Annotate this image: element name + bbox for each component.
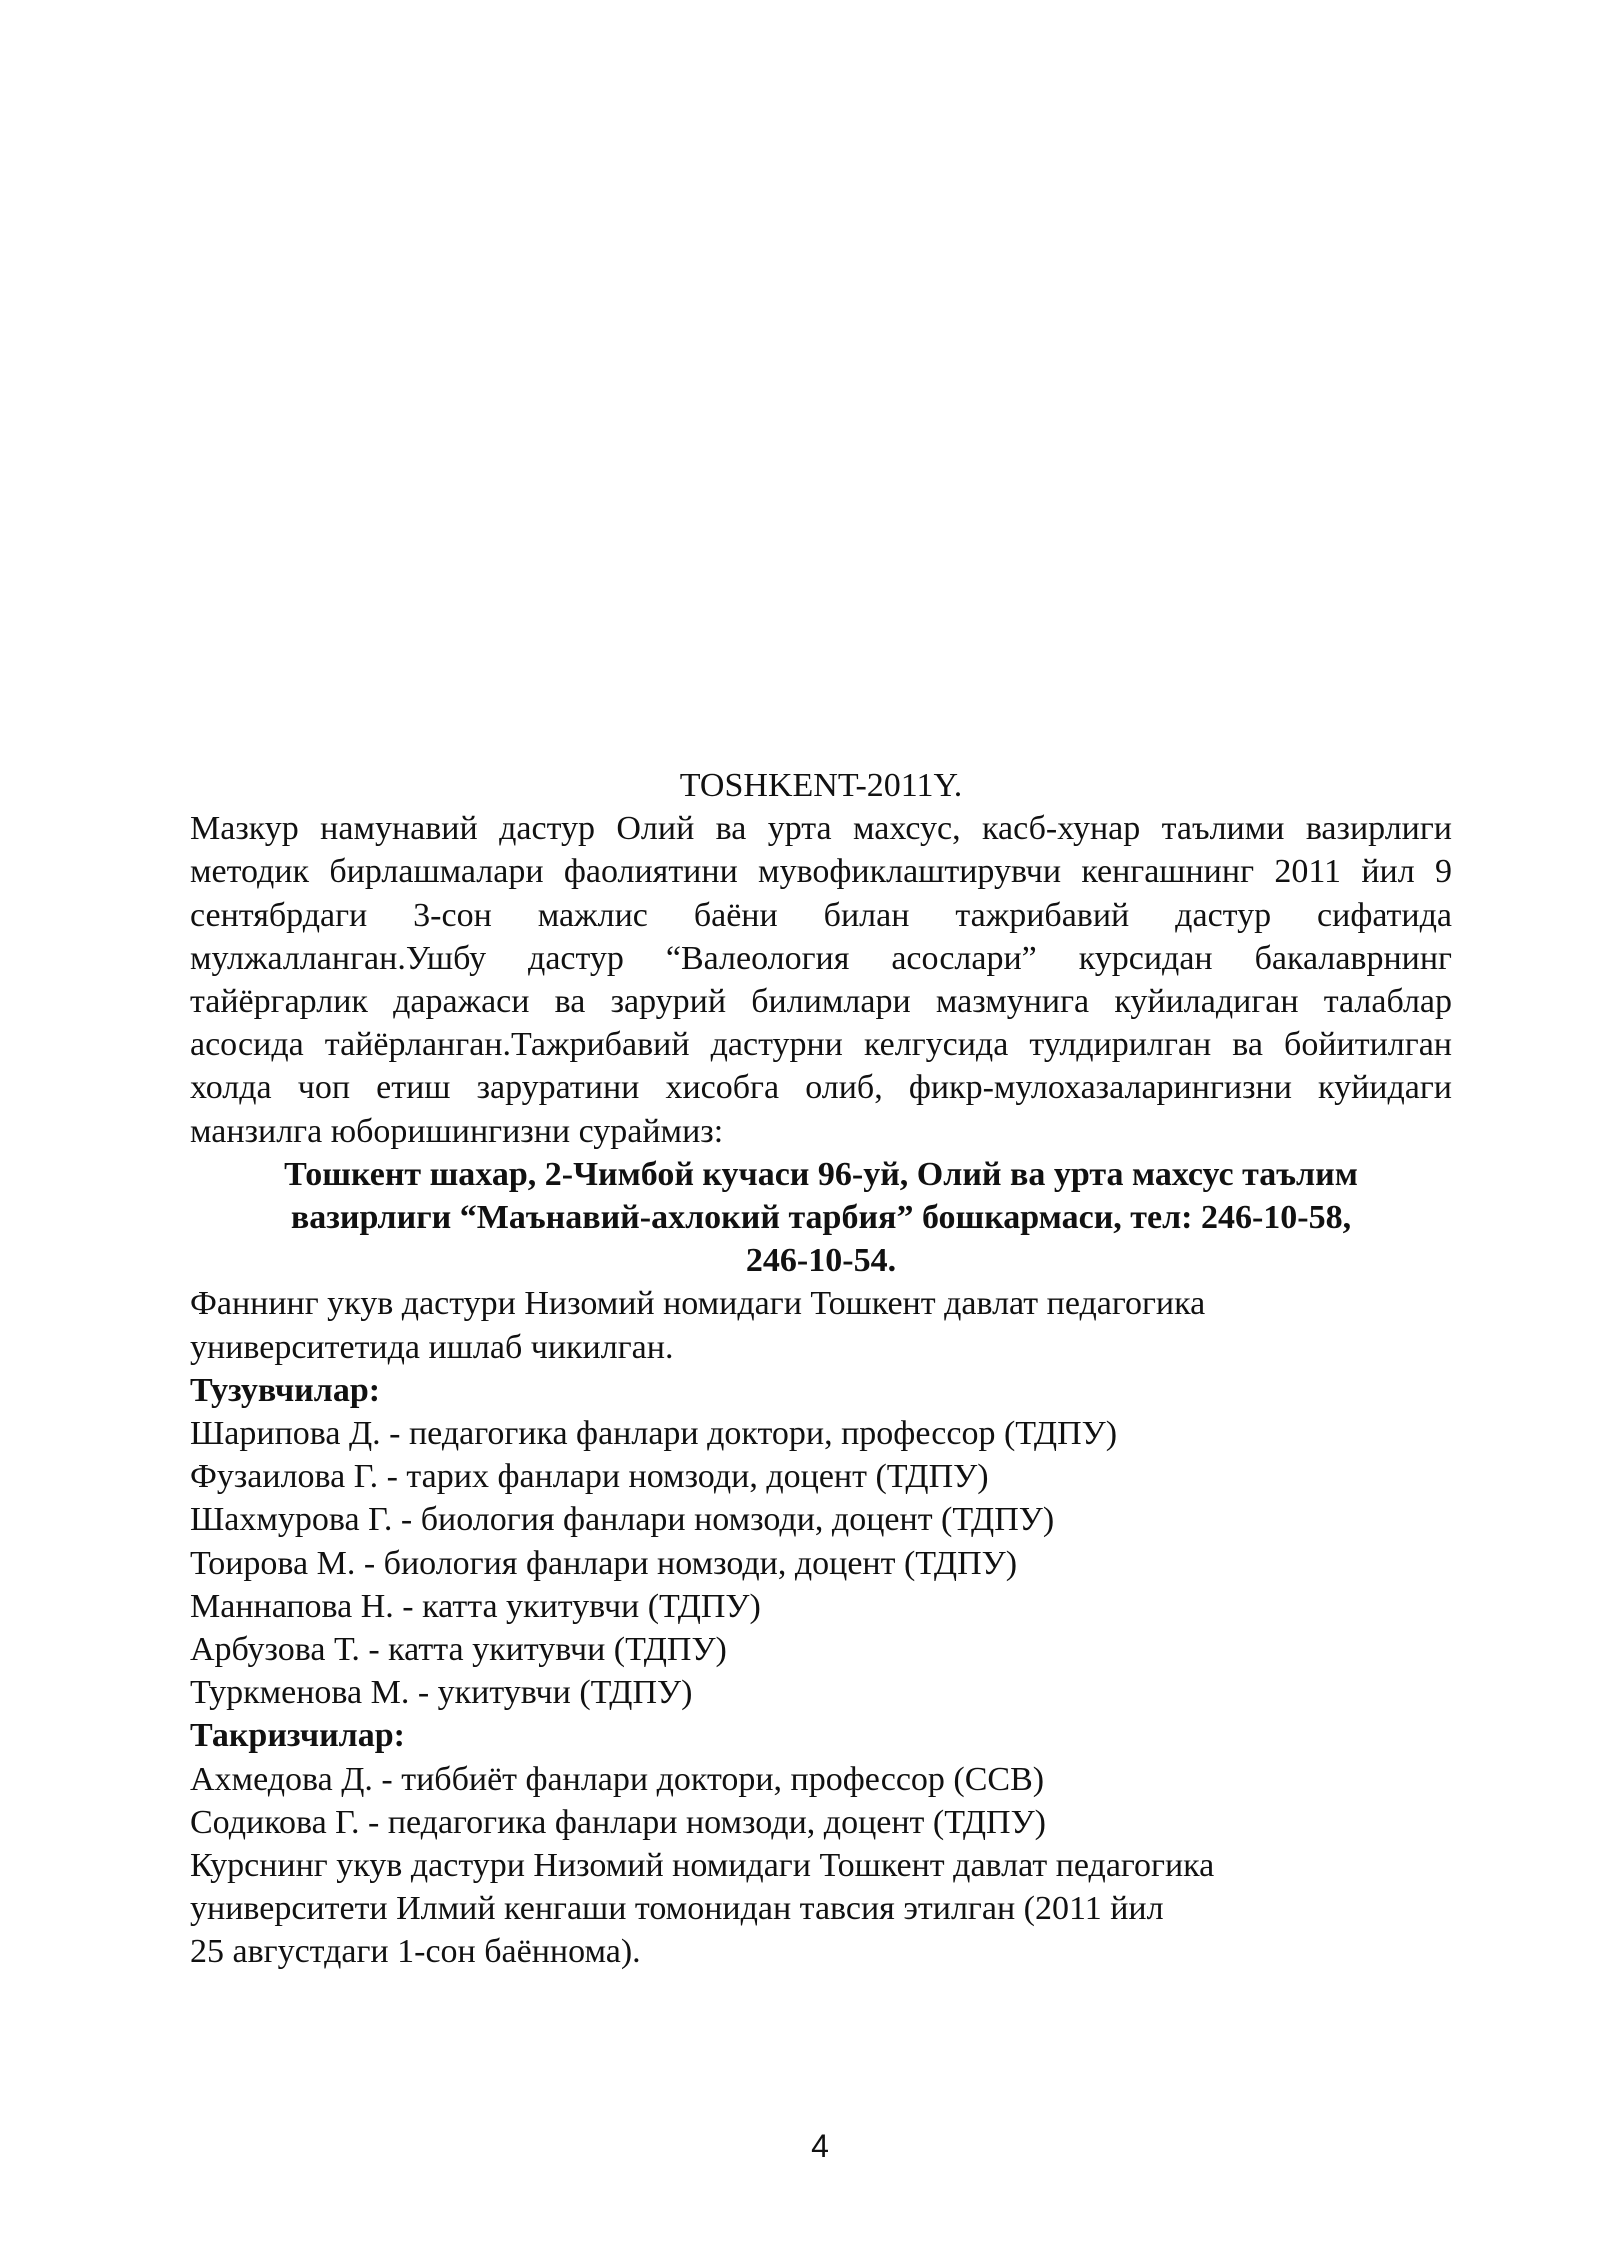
- approval-line: Курснинг укув дастури Низомий номидаги Тошкент давлат педагогика: [190, 1847, 1215, 1885]
- author-item: Туркменова М. - укитувчи (ТДПУ): [190, 1674, 693, 1712]
- reviewers-heading: Такризчилар:: [190, 1717, 405, 1755]
- page-number: 4: [811, 2128, 829, 2164]
- approval-block: [190, 1844, 1452, 1974]
- origin-block: [190, 1282, 1452, 1368]
- city-year-line: TOSHKENT-2011Y.: [679, 767, 963, 804]
- origin-line: университетида ишлаб чикилган.: [190, 1328, 674, 1366]
- author-item: Шарипова Д. - педагогика фанлари доктори, профессор (ТДПУ): [190, 1415, 1118, 1453]
- authors-heading: Тузувчилар:: [190, 1371, 381, 1409]
- reviewers-section: [190, 1714, 1452, 1844]
- author-item: Тоирова М. - биология фанлари номзоди, доцент (ТДПУ): [190, 1544, 1018, 1582]
- reviewer-item: Содикова Г. - педагогика фанлари номзоди, доцент (ТДПУ): [190, 1803, 1046, 1841]
- address-line: 246-10-54.: [745, 1242, 897, 1280]
- author-item: Фузаилова Г. - тарих фанлари номзоди, доцент (ТДПУ): [190, 1458, 989, 1496]
- author-item: Шахмурова Г. - биология фанлари номзоди, доцент (ТДПУ): [190, 1501, 1055, 1539]
- approval-line: 25 августдаги 1-сон баённома).: [190, 1933, 641, 1971]
- author-item: Арбузова Т. - катта укитувчи (ТДПУ): [190, 1631, 727, 1669]
- authors-section: [190, 1369, 1452, 1715]
- address-line: Тошкент шахар, 2-Чимбой кучаси 96-уй, Олий ва урта махсус таълим: [284, 1155, 1358, 1193]
- address-line: вазирлиги “Маънавий-ахлокий тарбия” бошкармаси, тел: 246-10-58,: [290, 1199, 1352, 1237]
- origin-line: Фаннинг укув дастури Низомий номидаги Тошкент давлат педагогика: [190, 1285, 1206, 1323]
- reviewer-item: Ахмедова Д. - тиббиёт фанлари доктори, профессор (ССВ): [190, 1760, 1045, 1798]
- author-item: Маннапова Н. - катта укитувчи (ТДПУ): [190, 1587, 761, 1625]
- address-block: [190, 1153, 1452, 1283]
- document-page: [190, 764, 1452, 1974]
- intro-paragraph: Мазкур намунавий дастур Олий ва урта махсус, касб-хунар таълими вазирлиги методик бирлашмалари фаолиятини мувофиклаштирувчи кенгашнинг 2011 йил 9 сентябрдаги 3-сон мажлис баёни билан тажрибавий дастур сифатида мулжалланган.Ушбу дастур “Валеология асослари” курсидан бакалаврнинг тайёргарлик даражаси ва зарурий билимлари мазмунига куйиладиган талаблар асосида тайёрланган.Тажрибавий дастурни келгусида тулдирилган ва бойитилган холда чоп етиш заруратини хисобга олиб, фикр-мулохазаларингизни куйидаги манзилга юборишингизни сураймиз:: [190, 810, 1452, 1150]
- approval-line: университети Илмий кенгаши томонидан тавсия этилган (2011 йил: [190, 1890, 1164, 1928]
